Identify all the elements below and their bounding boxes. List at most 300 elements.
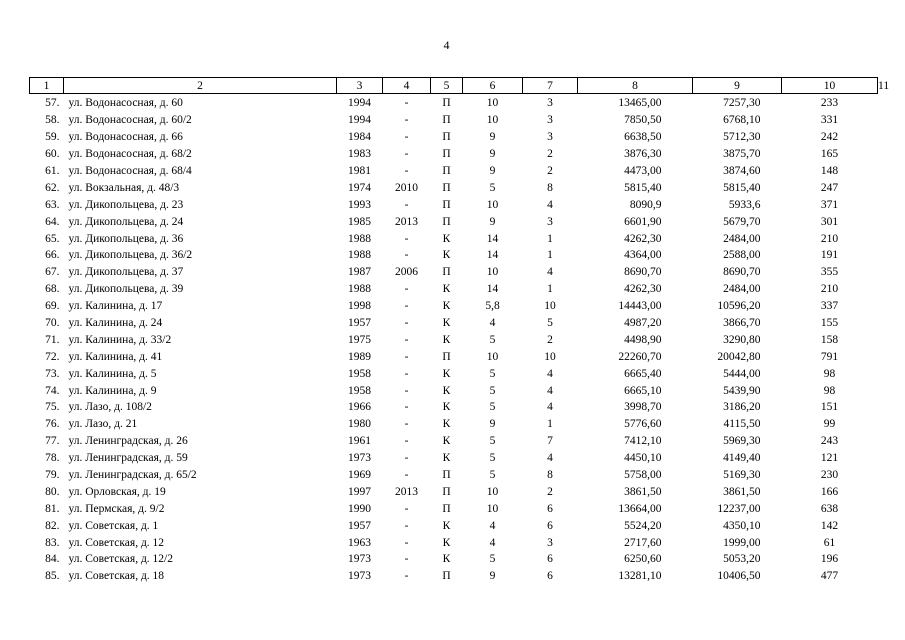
table-cell-col-3: 1984 (348, 131, 371, 144)
table-cell-col-3: 1957 (348, 519, 371, 532)
table-cell-col-1: 57. (45, 97, 60, 110)
table-row (30, 517, 878, 534)
table-row (30, 230, 878, 247)
table-cell-col-9: 4350,10 (723, 519, 761, 532)
table-cell-col-9: 4149,40 (723, 452, 761, 465)
table-cell-col-3: 1994 (348, 114, 371, 127)
table-cell-col-5: П (442, 97, 451, 110)
table-cell-col-8: 5815,40 (624, 181, 662, 194)
table-cell-col-2: ул. Калинина, д. 5 (68, 367, 157, 380)
table-cell-col-7: 2 (547, 485, 553, 498)
table-cell-col-3: 1975 (348, 333, 371, 346)
table-cell-col-4: - (404, 452, 409, 465)
table-cell-col-8: 5776,60 (624, 418, 662, 431)
table-cell-col-8: 6665,10 (624, 384, 662, 397)
table-cell-col-1: 83. (45, 536, 60, 549)
table-cell-col-3: 1961 (348, 435, 371, 448)
table-cell-col-5: К (442, 435, 451, 448)
table-cell-col-3: 1993 (348, 198, 371, 211)
table-cell-col-10: 210 (820, 283, 839, 296)
table-cell-col-4: - (404, 570, 409, 583)
table-cell-col-2: ул. Лазо, д. 21 (68, 418, 138, 431)
table-cell-col-4: - (404, 435, 409, 448)
table-cell-col-5: П (442, 198, 451, 211)
table-cell-col-8: 6638,50 (624, 131, 662, 144)
table-cell-col-3: 1973 (348, 570, 371, 583)
table-cell-col-5: К (442, 317, 451, 330)
table-cell-col-6: 10 (486, 502, 499, 515)
table-cell-col-6: 9 (489, 215, 496, 228)
table-cell-col-3: 1994 (348, 97, 371, 110)
table-cell-col-1: 75. (45, 401, 60, 414)
table-cell-col-6: 9 (489, 418, 496, 431)
table-cell-col-4: - (404, 553, 409, 566)
table-cell-col-4: - (404, 300, 409, 313)
table-cell-col-10: 98 (823, 367, 836, 380)
table-cell-col-2: ул. Водонасосная, д. 60/2 (68, 114, 192, 127)
table-cell-col-6: 10 (486, 97, 499, 110)
table-cell-col-10: 233 (820, 97, 839, 110)
table-cell-col-2: ул. Ленинградская, д. 26 (68, 435, 188, 448)
table-cell-col-1: 73. (45, 367, 60, 380)
table-cell-col-8: 5524,20 (624, 519, 662, 532)
table-cell-col-3: 1966 (348, 401, 371, 414)
table-cell-col-1: 74. (45, 384, 60, 397)
table-cell-col-6: 10 (486, 198, 499, 211)
table-cell-col-2: ул. Калинина, д. 17 (68, 300, 163, 313)
column-header-10: 10 (782, 78, 878, 94)
table-cell-col-8: 3861,50 (624, 485, 662, 498)
table-cell-col-10: 477 (820, 570, 839, 583)
table-cell-col-3: 1983 (348, 148, 371, 161)
table-cell-col-5: К (442, 553, 451, 566)
table-cell-col-3: 1985 (348, 215, 371, 228)
table-cell-col-5: К (442, 384, 451, 397)
table-cell-col-6: 5 (489, 469, 496, 482)
table-cell-col-1: 84. (45, 553, 60, 566)
table-cell-col-9: 4115,50 (723, 418, 761, 431)
table-cell-col-6: 5 (489, 435, 496, 448)
table-cell-col-7: 6 (547, 502, 553, 515)
table-cell-col-3: 1958 (348, 367, 371, 380)
table-cell-col-6: 4 (489, 536, 496, 549)
table-cell-col-5: П (442, 502, 451, 515)
table-cell-col-9: 3874,60 (723, 165, 761, 177)
table-cell-col-3: 1973 (348, 452, 371, 465)
table-cell-col-1: 58. (45, 114, 60, 127)
table-cell-col-1: 79. (45, 469, 60, 482)
column-header-6: 6 (463, 78, 523, 94)
table-row (30, 94, 878, 112)
table-cell-col-3: 1988 (348, 283, 371, 296)
table-cell-col-1: 62. (45, 181, 60, 194)
table-cell-col-10: 247 (820, 181, 839, 194)
table-cell-col-2: ул. Пермская, д. 9/2 (68, 502, 165, 515)
table-row (30, 551, 878, 568)
table-cell-col-9: 3866,70 (723, 317, 761, 330)
table-cell-col-3: 1981 (348, 165, 371, 177)
table-cell-col-7: 3 (547, 97, 553, 110)
table-cell-col-4: - (404, 148, 409, 161)
table-cell-col-5: П (442, 114, 451, 127)
table-cell-col-3: 1973 (348, 553, 371, 566)
table-cell-col-1: 60. (45, 148, 60, 161)
table-cell-col-7: 1 (547, 249, 553, 262)
table-cell-col-3: 1988 (348, 232, 371, 245)
table-cell-col-1: 82. (45, 519, 60, 532)
table-cell-col-6: 5 (489, 553, 496, 566)
table-cell-col-7: 4 (547, 367, 553, 380)
table-cell-col-2: ул. Советская, д. 1 (68, 519, 159, 532)
table-cell-col-7: 2 (547, 148, 553, 161)
column-header-2: 2 (64, 78, 337, 94)
table-cell-col-3: 1963 (348, 536, 371, 549)
table-cell-col-10: 301 (820, 215, 839, 228)
table-cell-col-3: 1989 (348, 350, 371, 363)
table-cell-col-4: - (404, 519, 409, 532)
table-cell-col-8: 4364,00 (624, 249, 662, 262)
table-cell-col-9: 5815,40 (723, 181, 761, 194)
table-cell-col-5: П (442, 570, 451, 583)
table-cell-col-6: 10 (486, 266, 499, 279)
table-cell-col-9: 5439,90 (723, 384, 761, 397)
table-cell-col-7: 6 (547, 570, 553, 583)
table-cell-col-1: 69. (45, 300, 60, 313)
table-cell-col-1: 67. (45, 266, 60, 279)
table-cell-col-9: 6768,10 (723, 114, 761, 127)
table-cell-col-7: 8 (547, 181, 553, 194)
table-cell-col-5: П (442, 215, 451, 228)
table-cell-col-9: 5444,00 (723, 367, 761, 380)
table-cell-col-10: 98 (823, 384, 836, 397)
table-cell-col-6: 9 (489, 148, 496, 161)
table-cell-col-4: 2013 (395, 215, 418, 228)
table-cell-col-5: П (442, 165, 451, 177)
table-cell-col-9: 2484,00 (723, 283, 761, 296)
table-cell-col-2: ул. Советская, д. 18 (68, 570, 165, 583)
table-cell-col-5: К (442, 418, 451, 431)
table-cell-col-9: 8690,70 (723, 266, 761, 279)
table-cell-col-8: 22260,70 (618, 350, 662, 363)
table-cell-col-2: ул. Водонасосная, д. 60 (68, 97, 183, 110)
table-row (30, 163, 878, 180)
table-cell-col-6: 9 (489, 165, 496, 177)
table-cell-col-3: 1980 (348, 418, 371, 431)
table-cell-col-1: 63. (45, 198, 60, 211)
table-cell-col-6: 14 (486, 283, 499, 296)
table-cell-col-8: 4473,00 (624, 165, 662, 177)
table-row (30, 315, 878, 332)
table-cell-col-3: 1974 (348, 181, 371, 194)
table-cell-col-7: 3 (547, 114, 553, 127)
table-cell-col-9: 5933,6 (728, 198, 761, 211)
table-cell-col-2: ул. Калинина, д. 33/2 (68, 333, 172, 346)
table-cell-col-10: 242 (820, 131, 839, 144)
table-row (30, 146, 878, 163)
table-cell-col-5: К (442, 519, 451, 532)
header-row: 1 2 3 4 5 6 7 8 9 10 11 (30, 78, 878, 94)
table-cell-col-4: - (404, 367, 409, 380)
table-cell-col-7: 1 (547, 283, 553, 296)
table-cell-col-2: ул. Дикопольцева, д. 36/2 (68, 249, 193, 262)
housing-registry-table (29, 77, 890, 585)
table-cell-col-1: 68. (45, 283, 60, 296)
table-cell-col-8: 13281,10 (618, 570, 662, 583)
table-cell-col-3: 1958 (348, 384, 371, 397)
table-cell-col-7: 3 (547, 536, 553, 549)
page-number: 4 (443, 38, 450, 52)
table-cell-col-7: 7 (547, 435, 553, 448)
table-cell-col-4: - (404, 249, 409, 262)
table-cell-col-5: К (442, 300, 451, 313)
table-cell-col-8: 7412,10 (624, 435, 662, 448)
table-cell-col-4: - (404, 536, 409, 549)
table-cell-col-5: П (442, 350, 451, 363)
table-cell-col-1: 76. (45, 418, 60, 431)
table-cell-col-4: - (404, 283, 409, 296)
table-cell-col-4: - (404, 198, 409, 211)
table-cell-col-3: 1969 (348, 469, 371, 482)
table-cell-col-10: 331 (820, 114, 839, 127)
table-cell-col-9: 20042,80 (717, 350, 761, 363)
table-row (30, 331, 878, 348)
table-cell-col-8: 5758,00 (624, 469, 662, 482)
table-cell-col-7: 4 (547, 198, 553, 211)
table-cell-col-10: 337 (820, 300, 839, 313)
table-cell-col-4: - (404, 114, 409, 127)
table-cell-col-8: 4262,30 (624, 283, 662, 296)
table-cell-col-9: 10596,20 (717, 300, 761, 313)
table-cell-col-1: 70. (45, 317, 60, 330)
table-cell-col-8: 6665,40 (624, 367, 662, 380)
table-cell-col-3: 1987 (348, 266, 371, 279)
table-row (30, 433, 878, 450)
column-header-5: 5 (431, 78, 463, 94)
table-cell-col-8: 3876,30 (624, 148, 662, 161)
table-cell-col-4: 2013 (395, 485, 418, 498)
table-cell-col-9: 5679,70 (723, 215, 761, 228)
table-cell-col-7: 4 (547, 384, 553, 397)
table-cell-col-7: 4 (547, 452, 553, 465)
table-cell-col-5: К (442, 232, 451, 245)
table-cell-col-9: 10406,50 (717, 570, 761, 583)
table-cell-col-7: 3 (547, 215, 553, 228)
table-cell-col-5: К (442, 452, 451, 465)
table-cell-col-5: П (442, 131, 451, 144)
table-row (30, 399, 878, 416)
table-cell-col-10: 243 (820, 435, 839, 448)
table-cell-col-10: 638 (820, 502, 839, 515)
table-row (30, 534, 878, 551)
table-cell-col-6: 5,8 (485, 300, 500, 313)
table-cell-col-9: 3186,20 (723, 401, 761, 414)
table-cell-col-8: 4498,90 (624, 333, 662, 346)
table-row (30, 416, 878, 433)
table-cell-col-4: 2010 (395, 181, 418, 194)
table-cell-col-8: 6250,60 (624, 553, 662, 566)
table-row (30, 112, 878, 129)
table-cell-col-5: К (442, 283, 451, 296)
table-cell-col-8: 4450,10 (624, 452, 662, 465)
table-cell-col-8: 13465,00 (618, 97, 662, 110)
table-cell-col-10: 151 (820, 401, 839, 414)
table-cell-col-4: - (404, 165, 409, 177)
table-cell-col-3: 1988 (348, 249, 371, 262)
table-cell-col-10: 61 (823, 536, 836, 549)
table-row (30, 179, 878, 196)
table-cell-col-6: 5 (489, 384, 496, 397)
table-cell-col-10: 210 (820, 232, 839, 245)
table-cell-col-7: 10 (544, 350, 556, 363)
table-body (30, 94, 878, 585)
column-header-9: 9 (693, 78, 782, 94)
table-cell-col-2: ул. Водонасосная, д. 68/2 (68, 148, 192, 161)
table-cell-col-8: 4987,20 (624, 317, 662, 330)
table-cell-col-8: 3998,70 (624, 401, 662, 414)
table-cell-col-5: К (442, 401, 451, 414)
table-cell-col-4: - (404, 401, 409, 414)
table-row (30, 264, 878, 281)
table-row (30, 365, 878, 382)
table-cell-col-10: 155 (820, 317, 839, 330)
table-row (30, 298, 878, 315)
table-row (30, 382, 878, 399)
table-cell-col-7: 5 (547, 317, 553, 330)
table-cell-col-2: ул. Дикопольцева, д. 36 (68, 232, 184, 245)
table-cell-col-1: 65. (45, 232, 60, 245)
table-cell-col-7: 2 (547, 165, 553, 177)
table-cell-col-10: 230 (820, 469, 839, 482)
table-cell-col-5: К (442, 536, 451, 549)
table-cell-col-2: ул. Дикопольцева, д. 37 (68, 266, 184, 279)
table-cell-col-6: 10 (486, 485, 499, 498)
table-cell-col-1: 81. (45, 502, 60, 515)
table-cell-col-9: 2484,00 (723, 232, 761, 245)
table-cell-col-9: 7257,30 (723, 97, 761, 110)
table-row (30, 196, 878, 213)
table-cell-col-1: 80. (45, 485, 60, 498)
table-cell-col-7: 6 (547, 519, 553, 532)
table-row (30, 450, 878, 467)
table-cell-col-2: ул. Калинина, д. 24 (68, 317, 163, 330)
table-cell-col-8: 8690,70 (624, 266, 662, 279)
table-cell-col-10: 121 (820, 452, 839, 465)
table-cell-col-7: 8 (547, 469, 553, 482)
column-header-3: 3 (337, 78, 383, 94)
table-cell-col-10: 191 (820, 249, 839, 262)
table-cell-col-4: - (404, 97, 409, 110)
table-cell-col-4: - (404, 333, 409, 346)
table-cell-col-5: П (442, 181, 451, 194)
table-cell-col-4: - (404, 502, 409, 515)
table-cell-col-2: ул. Вокзальная, д. 48/3 (68, 181, 180, 194)
table-cell-col-2: ул. Калинина, д. 41 (68, 350, 163, 363)
table-cell-col-4: 2006 (395, 266, 418, 279)
table-cell-col-2: ул. Лазо, д. 108/2 (68, 401, 152, 414)
table-cell-col-2: ул. Ленинградская, д. 59 (68, 452, 188, 465)
table-cell-col-7: 2 (547, 333, 553, 346)
table-row (30, 568, 878, 585)
table-cell-col-6: 4 (489, 317, 496, 330)
table-cell-col-6: 5 (489, 401, 496, 414)
table-cell-col-3: 1990 (348, 502, 371, 515)
table-cell-col-10: 196 (820, 553, 839, 566)
table-cell-col-4: - (404, 418, 409, 431)
table-cell-col-6: 5 (489, 367, 496, 380)
table-cell-col-6: 9 (489, 570, 496, 583)
table-cell-col-6: 9 (489, 131, 496, 144)
table-cell-col-3: 1957 (348, 317, 371, 330)
table-cell-col-6: 5 (489, 333, 496, 346)
table-cell-col-5: К (442, 249, 451, 262)
table-cell-col-4: - (404, 350, 409, 363)
table-row (30, 348, 878, 365)
table-cell-col-2: ул. Дикопольцева, д. 39 (68, 283, 184, 296)
column-header-8: 8 (578, 78, 693, 94)
table-cell-col-9: 3290,80 (723, 333, 761, 346)
table-cell-col-7: 4 (547, 266, 553, 279)
table-cell-col-9: 12237,00 (717, 502, 761, 515)
table-cell-col-8: 8090,9 (629, 198, 662, 211)
table-cell-col-4: - (404, 317, 409, 330)
table-cell-col-6: 10 (486, 350, 499, 363)
table-cell-col-8: 14443,00 (618, 300, 662, 313)
table-cell-col-5: К (442, 367, 451, 380)
table-cell-col-10: 371 (820, 198, 839, 211)
table-cell-col-5: П (442, 469, 451, 482)
table-cell-col-10: 148 (820, 165, 839, 177)
table-cell-col-1: 71. (45, 333, 60, 346)
table-cell-col-8: 2717,60 (624, 536, 662, 549)
table-cell-col-1: 85. (45, 570, 60, 583)
table-cell-col-7: 1 (547, 418, 553, 431)
table-cell-col-1: 66. (45, 249, 60, 262)
table-cell-col-10: 355 (820, 266, 839, 279)
table-row (30, 500, 878, 517)
table-cell-col-6: 5 (489, 181, 496, 194)
table-cell-col-2: ул. Орловская, д. 19 (68, 485, 166, 498)
table-cell-col-10: 166 (820, 485, 839, 498)
table-cell-col-5: П (442, 266, 451, 279)
table-cell-col-9: 5712,30 (723, 131, 761, 144)
table-row (30, 129, 878, 146)
table-cell-col-5: П (442, 485, 451, 498)
table-cell-col-5: П (442, 148, 451, 161)
table-cell-col-2: ул. Дикопольцева, д. 23 (68, 198, 184, 211)
table-cell-col-6: 5 (489, 452, 496, 465)
table-cell-col-6: 10 (486, 114, 499, 127)
table-cell-col-1: 59. (45, 131, 60, 144)
table-cell-col-2: ул. Ленинградская, д. 65/2 (68, 469, 197, 482)
table-cell-col-1: 61. (45, 165, 60, 177)
table-cell-col-7: 3 (547, 131, 553, 144)
table-cell-col-9: 3861,50 (723, 485, 761, 498)
table-cell-col-9: 1999,00 (723, 536, 761, 549)
table-cell-col-9: 3875,70 (723, 148, 761, 161)
table-cell-col-3: 1998 (348, 300, 371, 313)
table-row (30, 213, 878, 230)
table-cell-col-2: ул. Водонасосная, д. 66 (68, 131, 183, 144)
table-row (30, 247, 878, 264)
table-cell-col-6: 4 (489, 519, 496, 532)
table-cell-col-10: 142 (820, 519, 839, 532)
table-cell-col-7: 6 (547, 553, 553, 566)
table-cell-col-7: 10 (544, 300, 556, 313)
table-cell-col-9: 2588,00 (723, 249, 761, 262)
table-cell-col-5: К (442, 333, 451, 346)
column-header-1: 1 (30, 78, 64, 94)
table-cell-col-4: - (404, 384, 409, 397)
